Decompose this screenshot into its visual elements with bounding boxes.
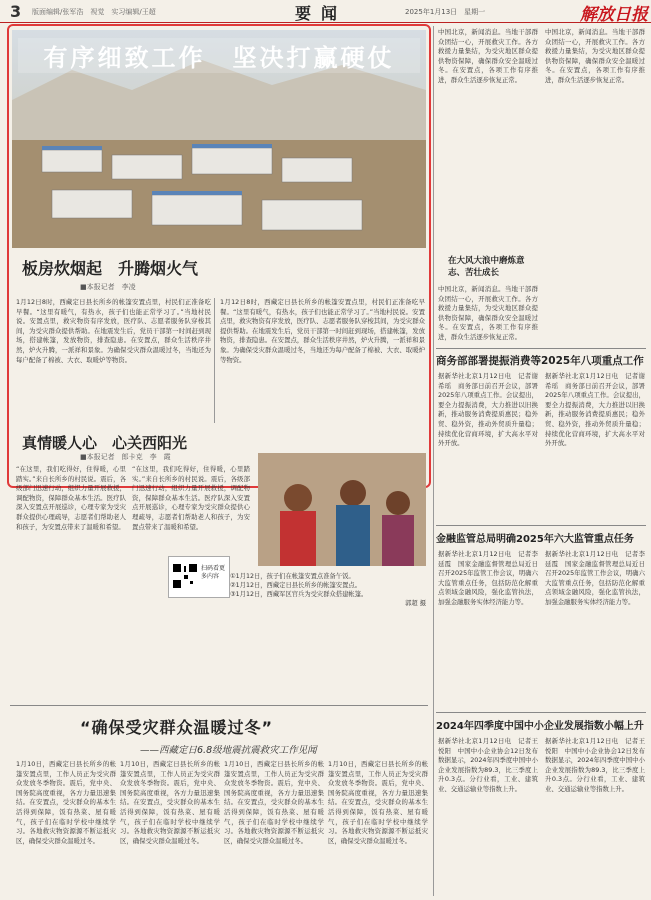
sme-body-col1: 据新华社北京1月12日电 记者王悦阳 中国中小企业协会12日发布数据显示，2024年四季度中国中小企业发展指数为89.3，比三季度上升0.3点。分行业看，工业、建筑业、交通运输业等指数上升。	[438, 737, 538, 793]
right-top-col1: 中国北京，新闻消息。当地干部群众团结一心，开展救灾工作。各方救援力量集结，为受灾地区群众提供物资保障，确保群众安全温暖过冬。在安置点，各项工作有序推进，群众生活逐步恢复正常。	[438, 28, 538, 84]
qr-label: 扫码看更多内容	[201, 565, 226, 580]
commerce-body-col2: 据新华社北京1月12日电 记者谢希瑶 商务部日前召开会议，部署2025年八项重点工作。会议提出，要全力提振消费，大力推进以旧换新，推动服务消费提质惠民；稳外贸、稳外资，推动外贸质升量稳；持续优化营商环境，扩大高水平对外开放。	[545, 372, 645, 448]
bottom-feature-subtitle: ——西藏定日6.8级地震抗震救灾工作见闻	[140, 745, 317, 756]
page-header	[0, 0, 651, 23]
bottom-body-col3: 1月10日，西藏定日县长所乡的帐篷安置点里，工作人员正为受灾群众发放冬季物资。震后，党中央、国务院高度重视，各方力量迅速集结。在安置点，受灾群众的基本生活得到保障，饭有热菜、屋有暖气，孩子们在临时学校中继续学习。各地救灾物资源源不断运抵灾区，确保受灾群众温暖过冬。	[224, 760, 324, 845]
finance-body-col1: 据新华社北京1月12日电 记者李延霞 国家金融监督管理总局近日召开2025年监管工作会议，明确六大监管重点任务，包括防范化解重点领域金融风险，强化监管执法，加强金融服务实体经济能力等。	[438, 550, 538, 606]
feature-title: 板房炊烟起 升腾烟火气	[22, 259, 199, 278]
right-top-col1b: 中国北京，新闻消息。当地干部群众团结一心，开展救灾工作。各方救援力量集结，为受灾地区群众提供物资保障，确保群众安全温暖过冬。在安置点，各项工作有序推进，群众生活逐步恢复正常。	[438, 285, 538, 341]
photo-caption	[230, 572, 426, 608]
editor-credits: 版面编辑/张军浩 视觉 实习编辑/王超	[32, 8, 156, 16]
right-column-divider	[433, 26, 434, 896]
column-divider	[214, 298, 215, 423]
story2-byline: ■本报记者 郎卡克 李 霞	[80, 453, 171, 461]
commerce-body-col1: 据新华社北京1月12日电 记者谢希瑶 商务部日前召开会议，部署2025年八项重点工作。会议提出，要全力提振消费，大力推进以旧换新，推动服务消费提质惠民；稳外贸、稳外资，推动外贸质升量稳；持续优化营商环境，扩大高水平对外开放。	[438, 372, 538, 448]
divider-finance	[436, 525, 646, 526]
people-illustration	[258, 453, 426, 566]
story2-body-col2: “在这里，我们吃得好，住得暖，心里踏实。”来自长所乡的村民说。震后，各级部门迅速行动，组织力量开展救援，调配物资，保障群众基本生活。医疗队深入安置点开展巡诊，心理专家为受灾群众提供心理疏导，志愿者们帮助老人和孩子，为安置点带来了温暖和希望。	[132, 465, 250, 531]
qr-icon	[172, 563, 198, 589]
divider-sme	[436, 712, 646, 713]
story2-body-col1: “在这里，我们吃得好，住得暖，心里踏实。”来自长所乡的村民说。震后，各级部门迅速行动，组织力量开展救援，调配物资，保障群众基本生活。医疗队深入安置点开展巡诊，心理专家为受灾群众提供心理疏导，志愿者们帮助老人和孩子，为安置点带来了温暖和希望。	[16, 465, 126, 531]
finance-title: 金融监管总局明确2025年六大监管重点任务	[436, 534, 634, 545]
photo-credit: 郭超 摄	[405, 600, 426, 607]
caption-line-2: ②1月12日，西藏定日县长所乡的帐篷安置点。	[230, 582, 362, 589]
feature-photo	[12, 30, 426, 248]
feature-byline: ■本报记者 李凌	[80, 283, 136, 291]
story2-title: 真情暖人心 心关西阳光	[22, 434, 188, 452]
section-name: 要闻	[295, 4, 348, 23]
page-number: 3	[10, 2, 22, 21]
section-divider	[10, 705, 428, 706]
issue-date: 2025年1月13日 星期一	[405, 8, 486, 16]
divider-commerce	[436, 348, 646, 349]
sme-body-col2: 据新华社北京1月12日电 记者王悦阳 中国中小企业协会12日发布数据显示，2024年四季度中国中小企业发展指数为89.3，比三季度上升0.3点。分行业看，工业、建筑业、交通运输业等指数上升。	[545, 737, 645, 793]
right-top-col2: 中国北京，新闻消息。当地干部群众团结一心，开展救灾工作。各方救援力量集结，为受灾地区群众提供物资保障，确保群众安全温暖过冬。在安置点，各项工作有序推进，群众生活逐步恢复正常。	[545, 28, 645, 84]
finance-body-col2: 据新华社北京1月12日电 记者李延霞 国家金融监督管理总局近日召开2025年监管工作会议，明确六大监管重点任务，包括防范化解重点领域金融风险，强化监管执法，加强金融服务实体经济能力等。	[545, 550, 645, 606]
bottom-feature-title: “确保受灾群众温暖过冬”	[80, 718, 274, 737]
sme-title: 2024年四季度中国中小企业发展指数小幅上升	[436, 721, 644, 732]
caption-line-1: ①1月12日，孩子们在帐篷安置点准备午饭。	[230, 573, 355, 580]
photo-headline: 有序细致工作 坚决打赢硬仗	[18, 38, 420, 73]
commerce-title: 商务部部署提振消费等2025年八项重点工作	[436, 355, 644, 367]
qr-code[interactable]	[168, 556, 230, 598]
story2-photo	[258, 453, 426, 566]
feature-body-col2: 1月12日8时，西藏定日县长所乡的帐篷安置点里，村民们正准备吃早餐。“这里有暖气，有热水，孩子们也能正常学习了。”当地村民说。安置点里，救灾物资有序发放，医疗队、志愿者服务队穿梭其间，为受灾群众提供帮助。在地震发生后，党员干部第一时间赶到现场，搭建帐篷，发放物资，排查隐患。在安置点，群众生活秩序井然，炉火升腾，一派祥和景象。为确保受灾群众温暖过冬，当地还为每户配备了棉被、大衣、取暖炉等物资。	[220, 298, 425, 364]
bottom-body-col2: 1月10日，西藏定日县长所乡的帐篷安置点里，工作人员正为受灾群众发放冬季物资。震后，党中央、国务院高度重视，各方力量迅速集结。在安置点，受灾群众的基本生活得到保障，饭有热菜、屋有暖气，孩子们在临时学校中继续学习。各地救灾物资源源不断运抵灾区，确保受灾群众温暖过冬。	[120, 760, 220, 845]
feature-body-col1: 1月12日8时，西藏定日县长所乡的帐篷安置点里，村民们正准备吃早餐。“这里有暖气，有热水，孩子们也能正常学习了。”当地村民说。安置点里，救灾物资有序发放，医疗队、志愿者服务队穿梭其间，为受灾群众提供帮助。在地震发生后，党员干部第一时间赶到现场，搭建帐篷，发放物资，排查隐患。在安置点，群众生活秩序井然，炉火升腾，一派祥和景象。为确保受灾群众温暖过冬，当地还为每户配备了棉被、大衣、取暖炉等物资。	[16, 298, 211, 364]
masthead-logo: 解放日报	[580, 5, 648, 25]
bottom-body-col4: 1月10日，西藏定日县长所乡的帐篷安置点里，工作人员正为受灾群众发放冬季物资。震后，党中央、国务院高度重视，各方力量迅速集结。在安置点，受灾群众的基本生活得到保障，饭有热菜、屋有暖气，孩子们在临时学校中继续学习。各地救灾物资源源不断运抵灾区，确保受灾群众温暖过冬。	[328, 760, 428, 845]
right-subhead: 在大风大浪中磨炼意志、苦壮成长	[448, 256, 525, 278]
bottom-body-col1: 1月10日，西藏定日县长所乡的帐篷安置点里，工作人员正为受灾群众发放冬季物资。震后，党中央、国务院高度重视，各方力量迅速集结。在安置点，受灾群众的基本生活得到保障，饭有热菜、屋有暖气，孩子们在临时学校中继续学习。各地救灾物资源源不断运抵灾区，确保受灾群众温暖过冬。	[16, 760, 116, 845]
caption-line-3: ③1月12日，西藏军区官兵为受灾群众搭建帐篷。	[230, 591, 368, 598]
